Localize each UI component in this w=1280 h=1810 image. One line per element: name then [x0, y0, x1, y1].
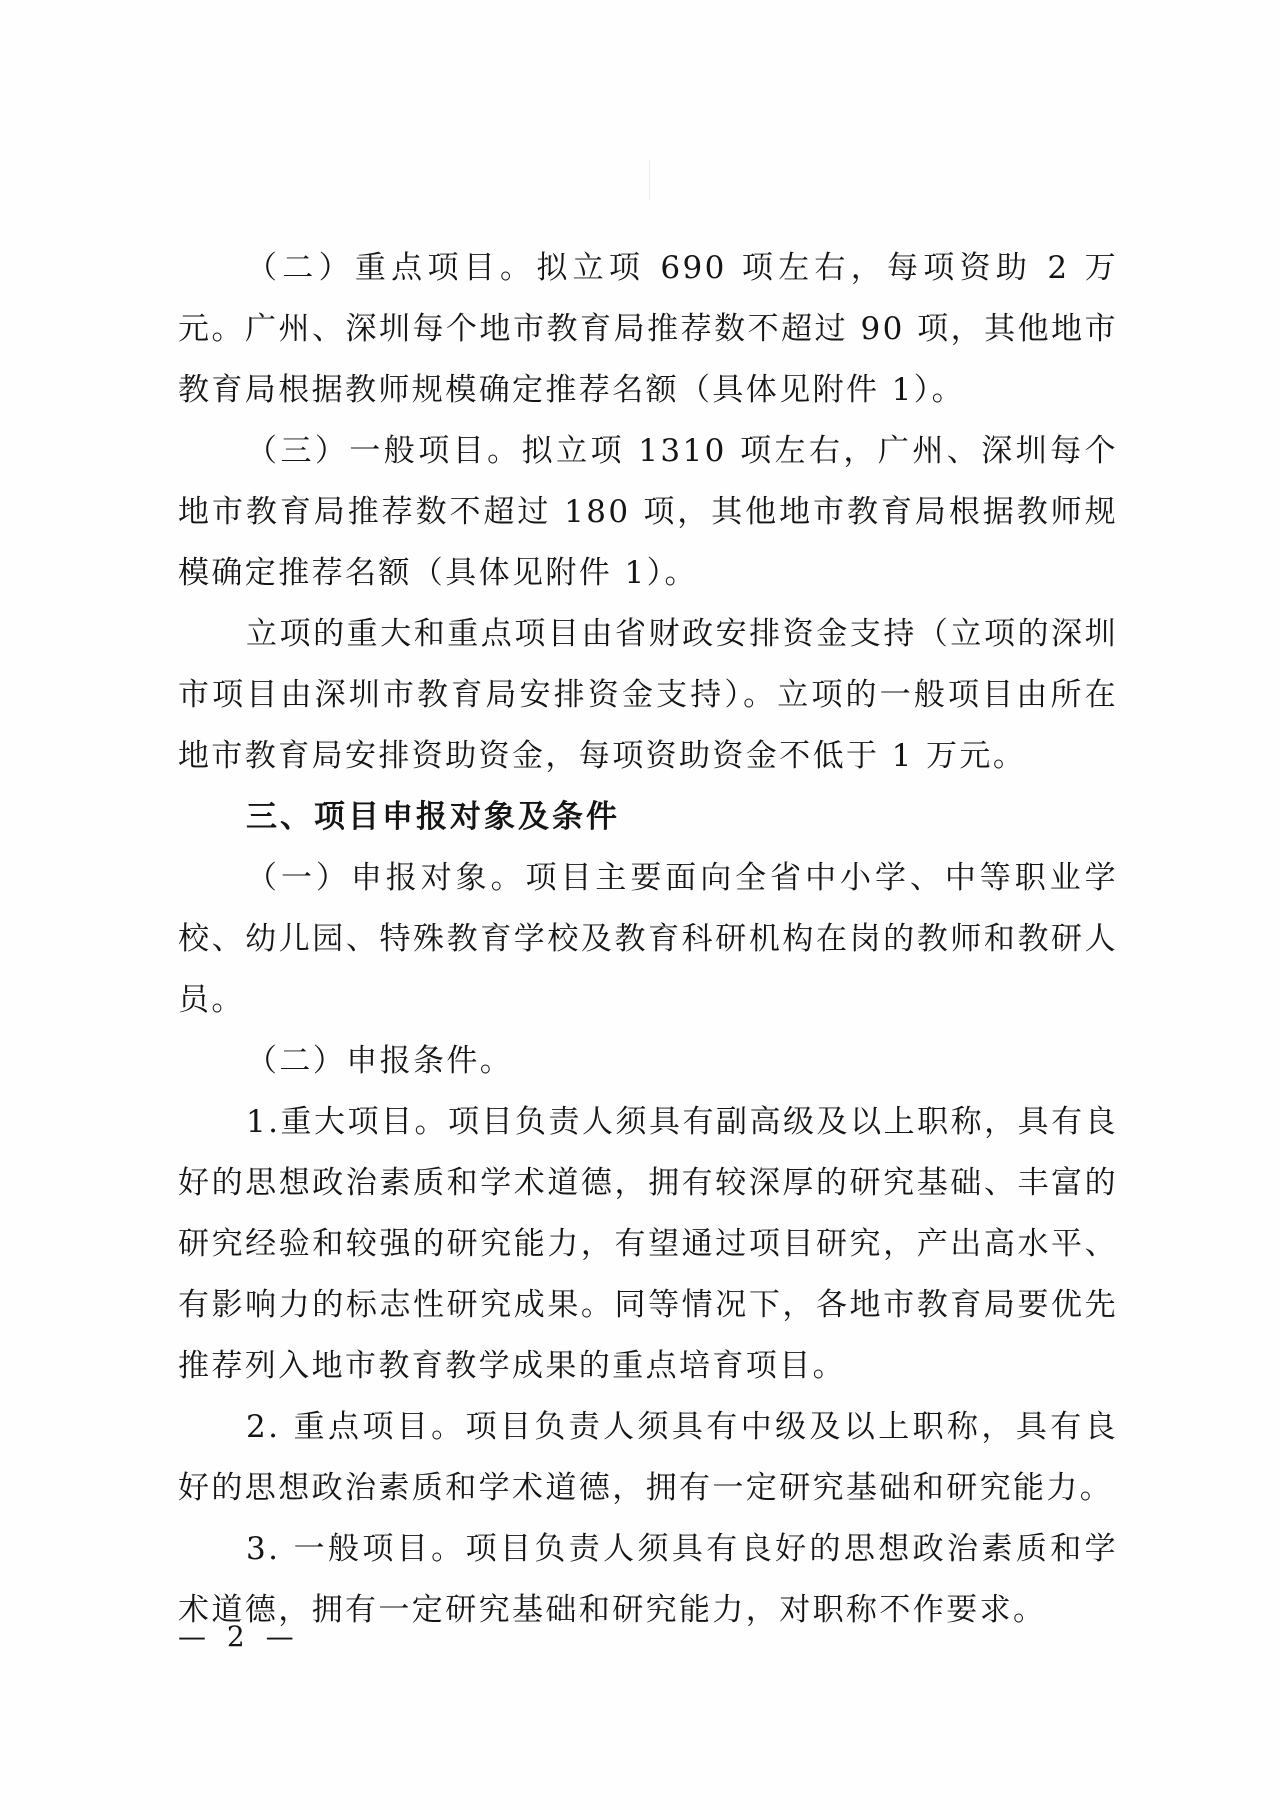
paragraph-condition-major: 1.重大项目。项目负责人须具有副高级及以上职称，具有良好的思想政治素质和学术道德，拥有较深厚的研究基础、丰富的研究经验和较强的研究能力，有望通过项目研究，产出高水平、有影响力的标志性研究成果。同等情况下，各地市教育局要优先推荐列入地市教育教学成果的重点培育项目。	[178, 1104, 1118, 1384]
paragraph-funding: 立项的重大和重点项目由省财政安排资金支持（立项的深圳市项目由深圳市教育局安排资金支持）。立项的一般项目由所在地市教育局安排资助资金，每项资助资金不低于 1 万元。	[178, 616, 1118, 774]
paragraph-condition-general: 3. 一般项目。项目负责人须具有良好的思想政治素质和学术道德，拥有一定研究基础和研究能力，对职称不作要求。	[178, 1531, 1118, 1628]
scan-crease	[649, 160, 650, 200]
paragraph-general-projects: （三）一般项目。拟立项 1310 项左右，广州、深圳每个地市教育局推荐数不超过 180 项，其他地市教育局根据教师规模确定推荐名额（具体见附件 1）。	[178, 433, 1118, 591]
section-heading: 三、项目申报对象及条件	[246, 799, 620, 835]
paragraph-key-projects: （二）重点项目。拟立项 690 项左右，每项资助 2 万元。广州、深圳每个地市教育局推荐数不超过 90 项，其他地市教育局根据教师规模确定推荐名额（具体见附件 1）。	[178, 250, 1118, 408]
paragraph-applicants: （一）申报对象。项目主要面向全省中小学、中等职业学校、幼儿园、特殊教育学校及教育科研机构在岗的教师和教研人员。	[178, 860, 1118, 1018]
paragraph-condition-key: 2. 重点项目。项目负责人须具有中级及以上职称，具有良好的思想政治素质和学术道德，拥有一定研究基础和研究能力。	[178, 1409, 1118, 1506]
page-number: — 2 —	[178, 1620, 300, 1653]
paragraph-conditions-heading: （二）申报条件。	[246, 1043, 514, 1079]
document-body	[178, 238, 1118, 1641]
